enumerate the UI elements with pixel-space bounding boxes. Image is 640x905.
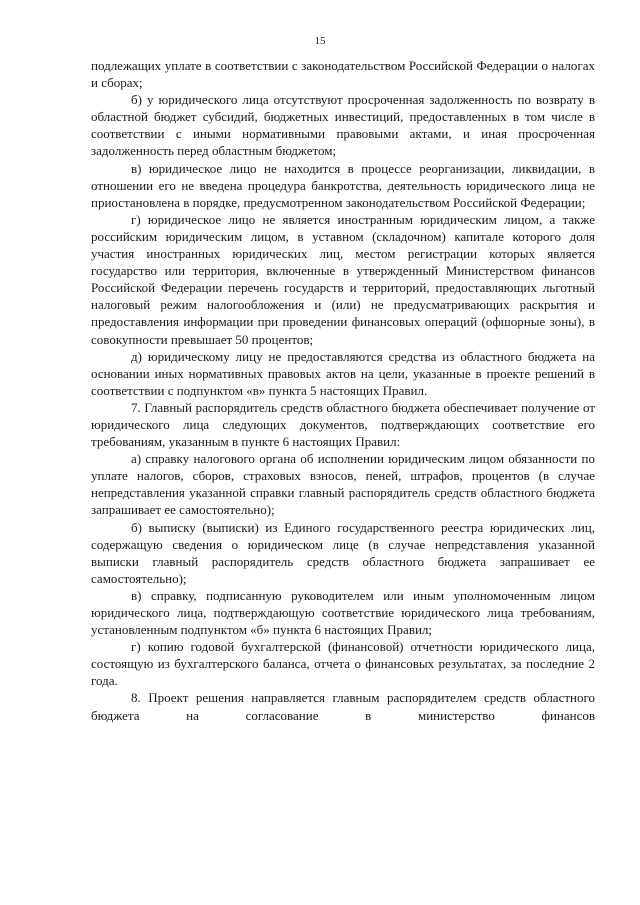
body-text (91, 57, 595, 724)
paragraph-6d: д) юридическому лицу не предоставляются средства из областного бюджета на основании иных нормативных правовых актов на цели, указанные в проекте решений в соответствии с подпунктом «в» пункта 5 настоящих Правил. (91, 348, 595, 398)
paragraph-7v: в) справку, подписанную руководителем или иным уполномоченным лицом юридического лица, подтверждающую соответствие юридического лица требованиям, установленным подпунктом «б» пункта 6 настоящих Правил; (91, 587, 595, 638)
paragraph-6g: г) юридическое лицо не является иностранным юридическим лицом, а также российским юридическим лицом, в уставном (складочном) капитале которого доля участия иностранных юридических лиц, местом регистрации которых является государство или территория, включенные в утвержденный Министерством финансов Российской Федерации перечень государств и территорий, предоставляющих льготный налоговый режим налогообложения и (или) не предусматривающих раскрытия и предоставления информации при проведении финансовых операций (офшорные зоны), в совокупности превышает 50 процентов; (91, 211, 595, 347)
paragraph-carryover: подлежащих уплате в соответствии с законодательством Российской Федерации о налогах и сборах; (91, 58, 595, 91)
paragraph-7: 7. Главный распорядитель средств областного бюджета обеспечивает получение от юридического лица следующих документов, подтверждающих соответствие его требованиям, указанным в пункте 6 настоящих Правил: (91, 399, 595, 450)
paragraph-6b: б) у юридического лица отсутствуют просроченная задолженность по возврату в областной бюджет субсидий, бюджетных инвестиций, предоставленных в том числе в соответствии с иными нормативными правовыми актами, и иная просроченная задолженность перед областным бюджетом; (91, 92, 595, 159)
paragraph-7b: б) выписку (выписки) из Единого государственного реестра юридических лиц, содержащую сведения о юридическом лице (в случае непредставления указанной выписки главный распорядитель средств областного бюджета запрашивает ее самостоятельно); (91, 519, 595, 586)
paragraph-8: 8. Проект решения направляется главным распорядителем средств областного бюджета на согласование в министерство финансов (91, 690, 595, 723)
paragraph-6v: в) юридическое лицо не находится в процессе реорганизации, ликвидации, в отношении его не введена процедура банкротства, деятельность юридического лица не приостановлена в порядке, предусмотренном законодательством Российской Федерации; (91, 160, 595, 210)
paragraph-7g: г) копию годовой бухгалтерской (финансовой) отчетности юридического лица, состоящую из бухгалтерского баланса, отчета о финансовых результатах, за последние 2 года. (91, 639, 595, 689)
page-number: 15 (314, 35, 326, 47)
paragraph-7a: а) справку налогового органа об исполнении юридическим лицом обязанности по уплате налогов, сборов, страховых взносов, пеней, штрафов, процентов (в случае непредставления указанной справки главный распорядитель средств областного бюджета запрашивает ее самостоятельно); (91, 451, 595, 518)
